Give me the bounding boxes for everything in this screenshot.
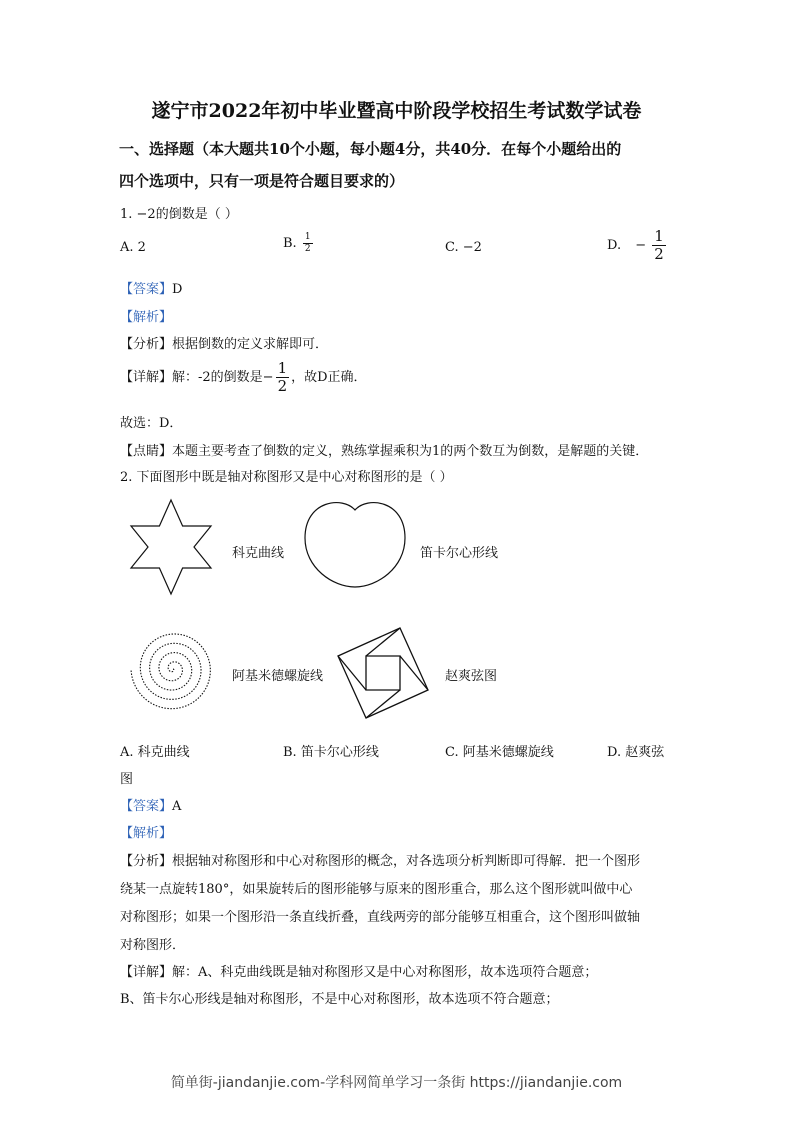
page-footer: 简单街-jiandanjie.com-学科网简单学习一条街 https://jiandanjie.com	[170, 1075, 623, 1091]
fraction-denominator: 2	[277, 377, 288, 395]
q1-option-b-fraction	[303, 233, 313, 254]
q2-fenxi-line1	[120, 850, 640, 869]
answer-tag: 【答案】	[120, 282, 173, 297]
fraction-numerator: 1	[654, 227, 664, 245]
q1-option-b	[283, 233, 315, 254]
figure-label-zhao: 赵爽弦图	[445, 669, 498, 684]
q2-stem: 2. 下面图形中既是轴对称图形又是中心对称图形的是（ ）	[120, 470, 453, 485]
q2-option-b: B. 笛卡尔心形线	[283, 745, 379, 760]
q1-option-d	[607, 229, 668, 262]
fraction-denominator: 2	[654, 245, 664, 263]
detail-text: 解：A、科克曲线既是轴对称图形又是中心对称图形，故本选项符合题意；	[172, 965, 598, 980]
answer-value: A	[172, 799, 182, 814]
figure-label-spiral: 阿基米德螺旋线	[232, 669, 324, 684]
fraction-denominator: 2	[304, 244, 311, 254]
detail-tag: 【详解】	[120, 370, 173, 385]
q2-option-a: A. 科克曲线	[120, 745, 190, 760]
q2-option-d: D. 赵爽弦	[607, 745, 665, 760]
q1-option-b-label: B.	[283, 236, 297, 251]
hexagram-star-figure	[125, 499, 217, 595]
section-heading-line1: 一、选择题（本大题共10个小题，每小题4分，共40分．在每个小题给出的	[119, 140, 622, 158]
figure-label-cardioid: 笛卡尔心形线	[420, 546, 499, 561]
fraction-numerator: 1	[277, 359, 288, 377]
cardioid-figure	[303, 500, 407, 588]
q1-option-d-fraction	[652, 229, 666, 262]
zhao-shuang-diagram	[336, 626, 430, 720]
q1-option-a: A. 2	[120, 240, 146, 255]
fenxi-text: 根据倒数的定义求解即可．	[172, 337, 329, 352]
q1-option-d-label: D.	[607, 238, 622, 253]
q2-fenxi-line4: 对称图形．	[120, 938, 186, 953]
q2-detail-a	[120, 961, 597, 980]
detail-text: 解：-2的倒数是−	[172, 370, 274, 385]
fenxi-text: 根据轴对称图形和中心对称图形的概念，对各选项分析判断即可得解．把一个图形	[172, 854, 641, 869]
q1-option-c: C. −2	[445, 240, 482, 255]
q2-detail-b: B、笛卡尔心形线是轴对称图形，不是中心对称图形，故本选项不符合题意；	[120, 992, 559, 1007]
q1-stem: 1. −2的倒数是（ ）	[120, 207, 238, 222]
q1-option-d-sign: −	[635, 238, 647, 253]
figure-label-koch: 科克曲线	[232, 546, 285, 561]
spiral-figure	[128, 624, 218, 714]
detail-tag: 【详解】	[120, 965, 173, 980]
fraction-numerator: 1	[304, 232, 311, 242]
dianjing-tag: 【点睛】	[120, 444, 173, 459]
answer-value: D	[172, 282, 183, 297]
q1-detail	[120, 361, 367, 394]
q1-analysis-tag: 【解析】	[120, 310, 173, 325]
q1-fenxi	[120, 333, 328, 352]
q2-analysis-tag: 【解析】	[120, 826, 173, 841]
q2-option-c: C. 阿基米德螺旋线	[445, 745, 554, 760]
fenxi-tag: 【分析】	[120, 337, 173, 352]
q1-conclusion: 故选：D．	[120, 416, 183, 431]
dianjing-text: 本题主要考查了倒数的定义，熟练掌握乘积为1的两个数互为倒数，是解题的关键．	[172, 444, 649, 459]
q2-answer	[120, 795, 181, 814]
fenxi-tag: 【分析】	[120, 854, 173, 869]
detail-fraction	[276, 361, 290, 394]
q1-dianjing	[120, 440, 648, 459]
q1-answer	[120, 278, 182, 297]
answer-tag: 【答案】	[120, 799, 173, 814]
detail-text-end: ，故D正确．	[291, 370, 367, 385]
q2-fenxi-line3: 对称图形；如果一个图形沿一条直线折叠，直线两旁的部分能够互相重合，这个图形叫做轴	[120, 910, 641, 925]
page-title: 遂宁市2022年初中毕业暨高中阶段学校招生考试数学试卷	[151, 100, 642, 122]
section-heading-line2: 四个选项中，只有一项是符合题目要求的）	[119, 172, 405, 190]
q2-fenxi-line2: 绕某一点旋转180°，如果旋转后的图形能够与原来的图形重合，那么这个图形就叫做中心	[120, 882, 633, 897]
q2-option-d-continued: 图	[120, 772, 134, 787]
